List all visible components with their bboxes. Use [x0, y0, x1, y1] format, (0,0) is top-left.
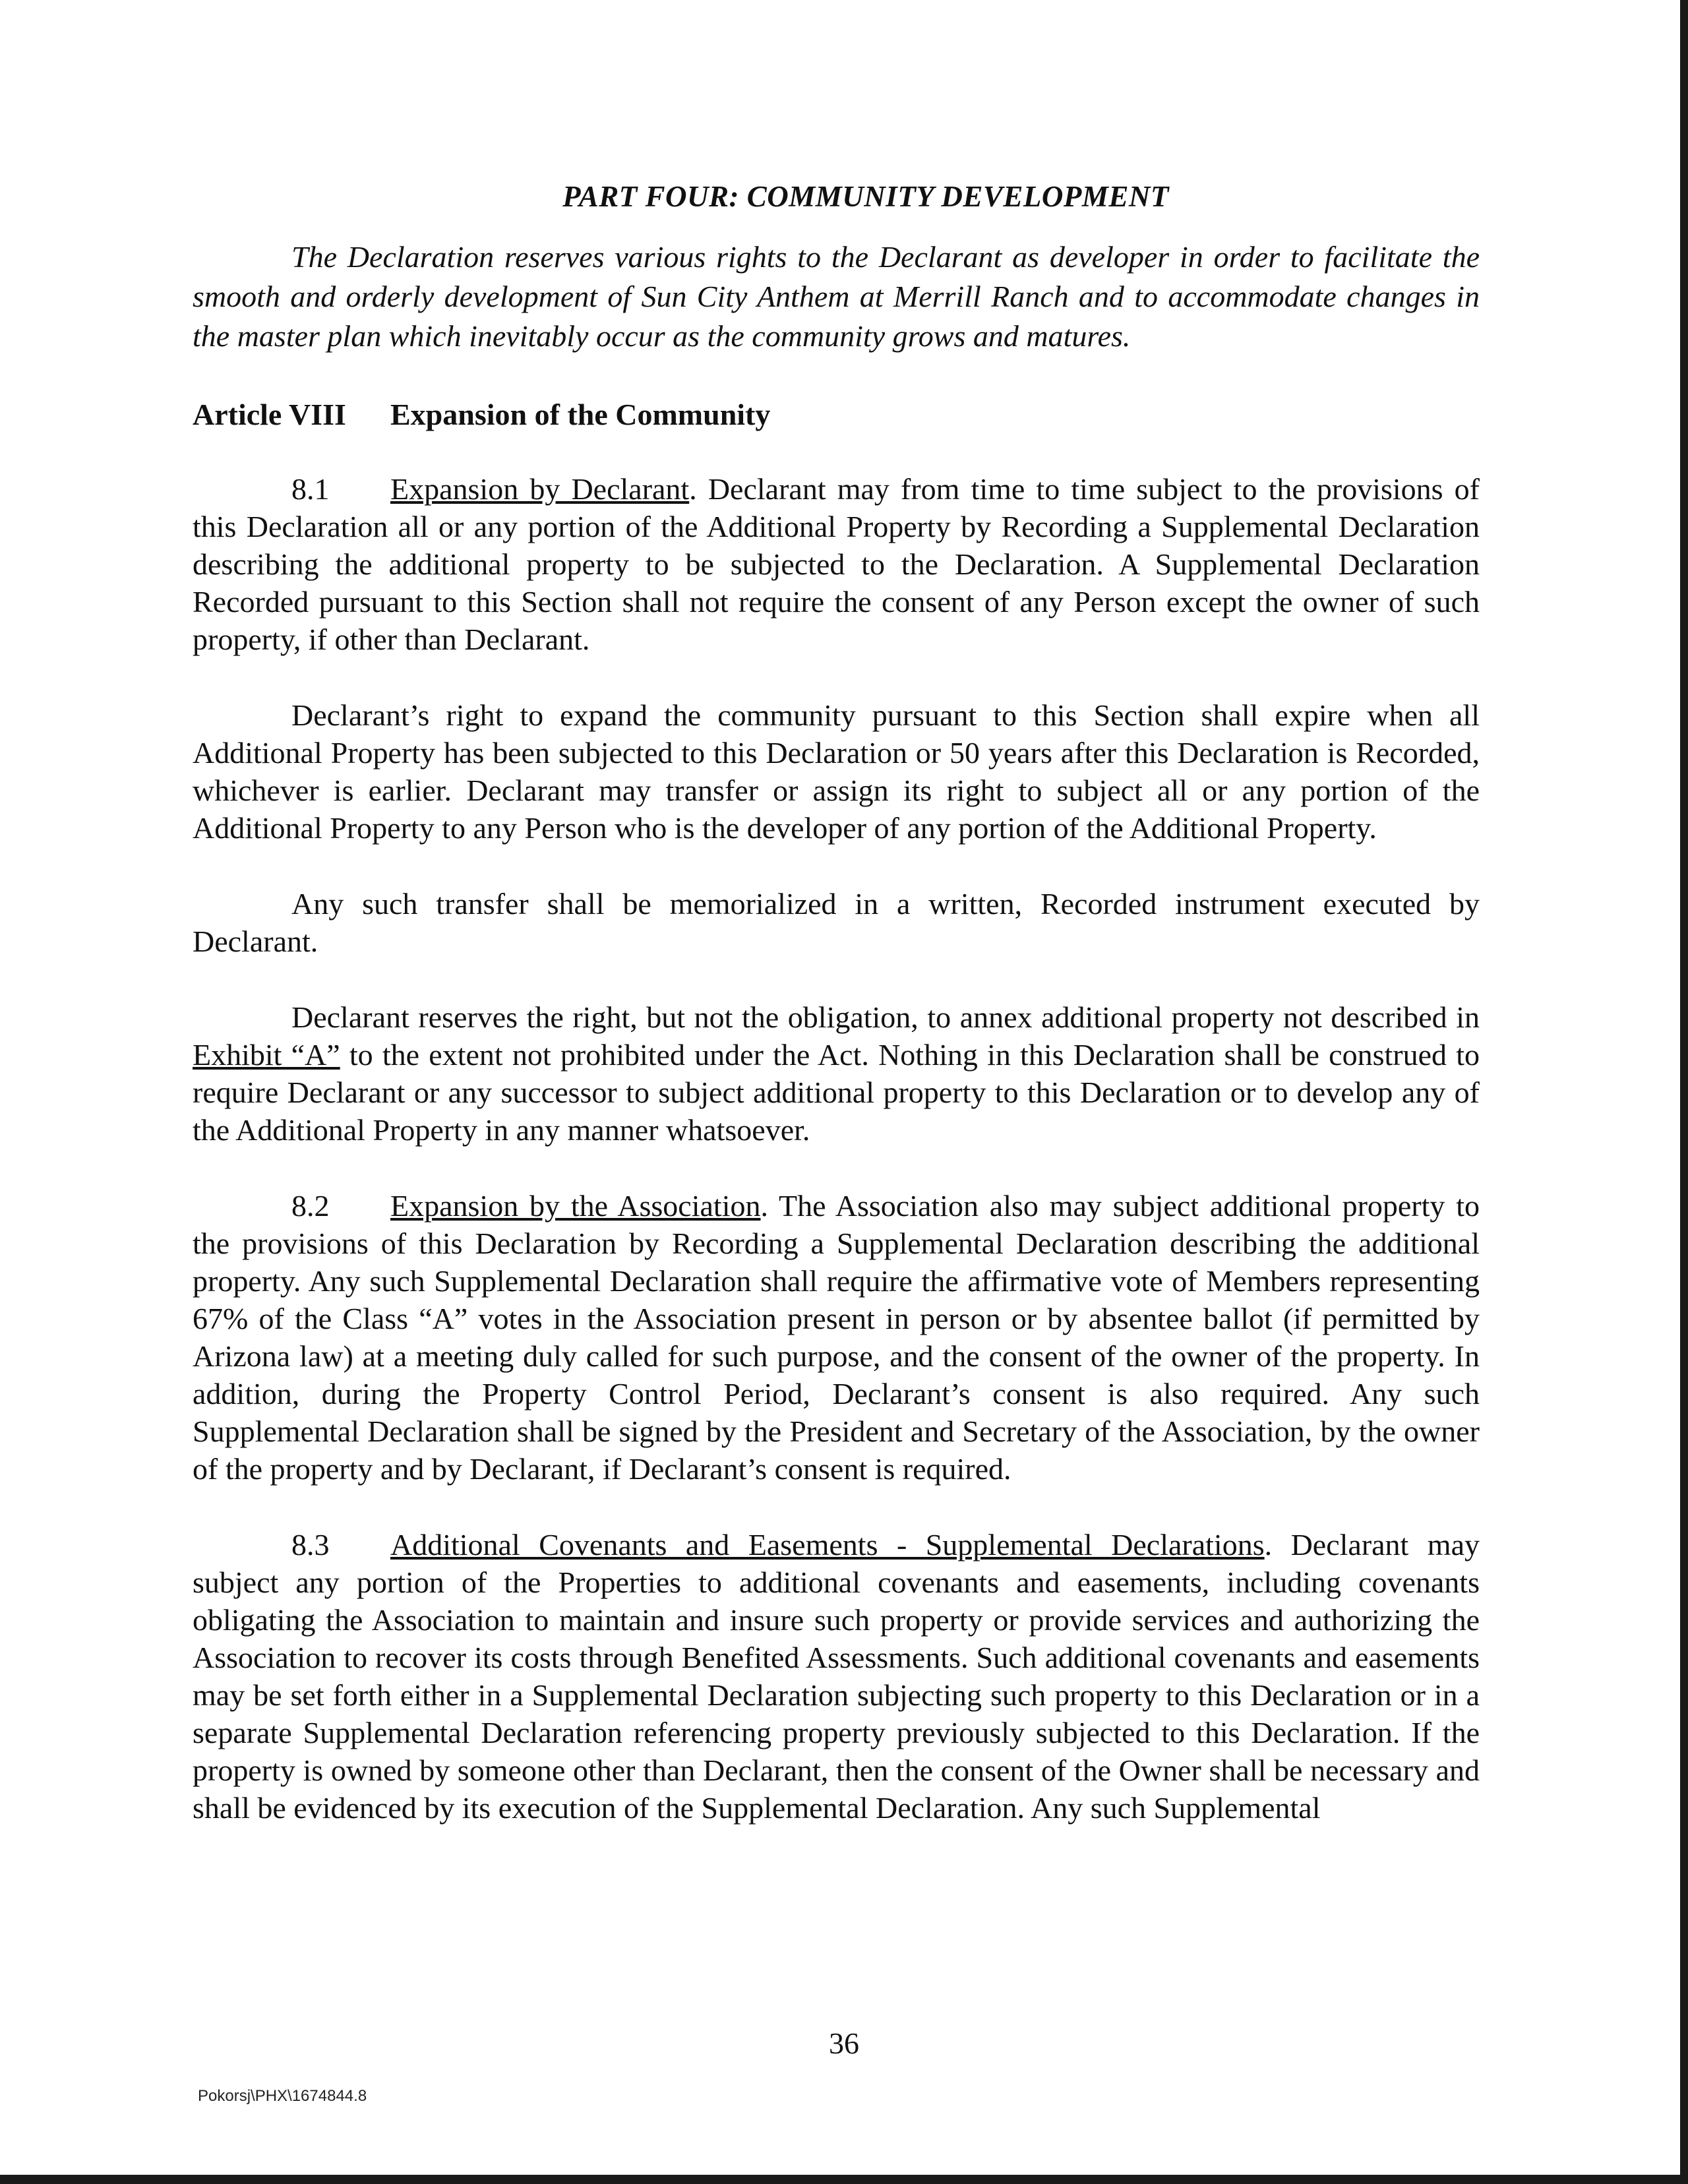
- article-heading: [193, 397, 1480, 432]
- intro-paragraph: The Declaration reserves various rights to the Declarant as developer in order to facilitate the smooth and orderly development of Sun City Anthem at Merrill Ranch and to accommodate changes in the master plan which inevitably occur as the community grows and matures.: [193, 240, 1480, 353]
- page-content: [193, 179, 1480, 1865]
- part-title: PART FOUR: COMMUNITY DEVELOPMENT: [562, 180, 1169, 213]
- section-8-1: [193, 470, 1480, 658]
- document-id: Pokorsj\PHX\1674844.8: [198, 2087, 367, 2105]
- exhibit-reference: Exhibit “A”: [193, 1038, 340, 1072]
- section-text: . Declarant may from time to time subject to the provisions of this Declaration all or any portion of the Additional Property by Recording a Supplemental Declaration describing the additional property to be subjected to the Declaration. A Supplemental Declaration Recorded pursuant to this Section shall not require the consent of any Person except the owner of such property, if other than Declarant.: [193, 472, 1480, 656]
- section-number: 8.2: [291, 1189, 330, 1223]
- article-title: Expansion of the Community: [390, 398, 771, 431]
- section-text: . The Association also may subject additional property to the provisions of this Declaration by Recording a Supplemental Declaration describing the additional property. Any such Supplemental Declaration shall require the affirmative vote of Members representing 67% of the Class “A” votes in the Association present in person or by absentee ballot (if permitted by Arizona law) at a meeting duly called for such purpose, and the consent of the owner of the property. In addition, during the Property Control Period, Declarant’s consent is also required. Any such Supplemental Declaration shall be signed by the President and Secretary of the Association, by the owner of the property and by Declarant, if Declarant’s consent is required.: [193, 1189, 1480, 1486]
- section-text: . Declarant may subject any portion of the Properties to additional covenants and easements, including covenants obligating the Association to maintain and insure such property or provide services and authorizing the Association to recover its costs through Benefited Assessments. Such additional covenants and easements may be set forth either in a Supplemental Declaration subjecting such property to this Declaration or in a separate Supplemental Declaration referencing property previously subjected to this Declaration. If the property is owned by someone other than Declarant, then the consent of the Owner shall be necessary and shall be evidenced by its execution of the Supplemental Declaration. Any such Supplemental: [193, 1528, 1480, 1825]
- expansion-expiry-paragraph: Declarant’s right to expand the community pursuant to this Section shall expire when all Additional Property has been subjected to this Declaration or 50 years after this Declaration is Recorded, whichever is earlier. Declarant may transfer or assign its right to subject all or any portion of the Additional Property to any Person who is the developer of any portion of the Additional Property.: [193, 698, 1480, 845]
- annex-text-before: Declarant reserves the right, but not the obligation, to annex additional property not described in: [291, 1000, 1480, 1034]
- article-number: Article VIII: [193, 398, 346, 431]
- annex-text-after: to the extent not prohibited under the Act. Nothing in this Declaration shall be construed to require Declarant or any successor to subject additional property to this Declaration or to develop any of the Additional Property in any manner whatsoever.: [193, 1038, 1480, 1147]
- section-8-3: [193, 1526, 1480, 1827]
- page-number: 36: [829, 2026, 859, 2060]
- scan-edge-bottom: [0, 2175, 1688, 2184]
- section-heading: Expansion by the Association: [390, 1189, 761, 1223]
- annex-paragraph: [193, 998, 1480, 1149]
- section-heading: Additional Covenants and Easements - Supplemental Declarations: [390, 1528, 1265, 1562]
- scan-edge-right: [1680, 0, 1688, 2184]
- section-8-2: [193, 1187, 1480, 1488]
- section-number: 8.3: [291, 1528, 330, 1562]
- section-heading: Expansion by Declarant: [390, 472, 690, 506]
- transfer-paragraph: Any such transfer shall be memorialized in a written, Recorded instrument executed by Declarant.: [193, 887, 1480, 958]
- section-number: 8.1: [291, 472, 330, 506]
